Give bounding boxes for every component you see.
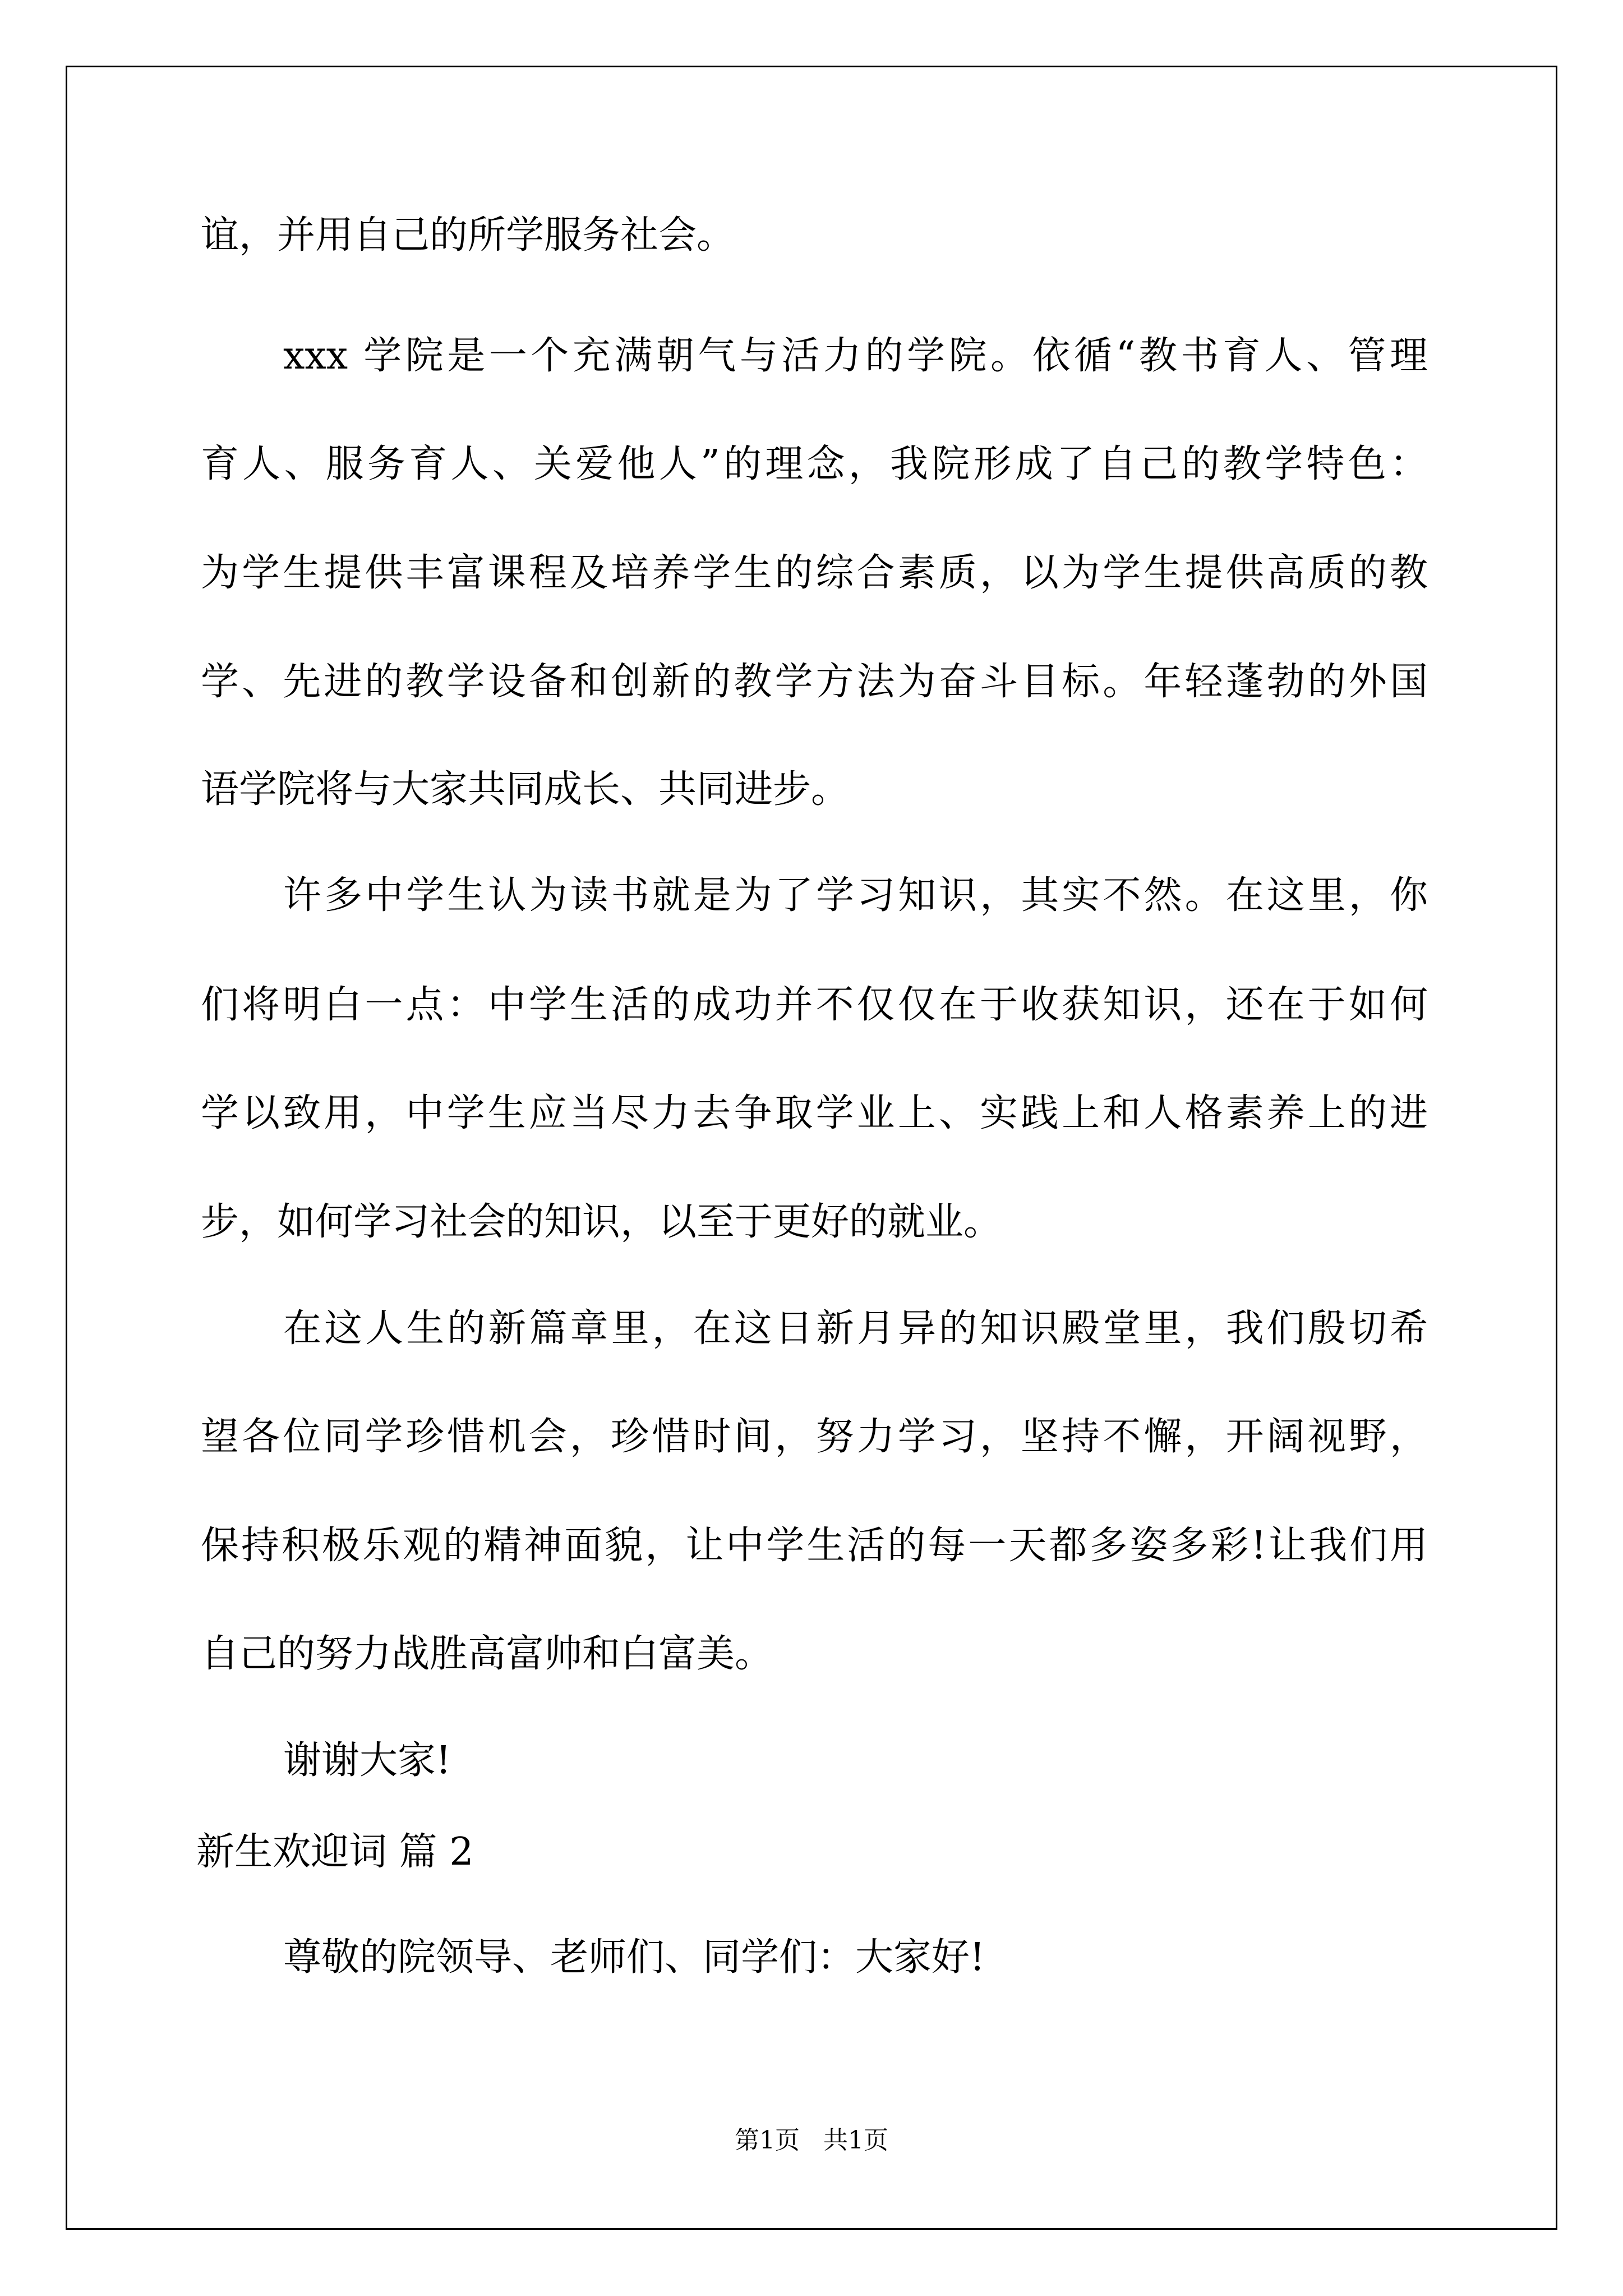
text-line-8: 们将明白一点：中学生活的成功并不仅仅在于收获知识，还在于如何 bbox=[201, 983, 1428, 1027]
text-line-13: 保持积极乐观的精神面貌，让中学生活的每一天都多姿多彩!让我们用 bbox=[201, 1524, 1428, 1568]
page-footer: 第1页 共1页 bbox=[735, 2126, 888, 2155]
closing-line: 谢谢大家! bbox=[283, 1738, 451, 1783]
salutation-line: 尊敬的院领导、老师们、同学们：大家好! bbox=[283, 1935, 985, 1980]
text-line-14: 自己的努力战胜高富帅和白富美。 bbox=[201, 1632, 773, 1676]
text-line-11: 在这人生的新篇章里，在这日新月异的知识殿堂里，我们殷切希 bbox=[283, 1306, 1428, 1351]
text-line-2: xxx 学院是一个充满朝气与活力的学院。依循“教书育人、管理 bbox=[283, 334, 1428, 378]
text-line-5: 学、先进的教学设备和创新的教学方法为奋斗目标。年轻蓬勃的外国 bbox=[201, 660, 1428, 704]
text-line-3: 育人、服务育人、关爱他人”的理念，我院形成了自己的教学特色： bbox=[201, 442, 1428, 486]
text-line-10: 步，如何学习社会的知识，以至于更好的就业。 bbox=[201, 1200, 1002, 1244]
text-line-12: 望各位同学珍惜机会，珍惜时间，努力学习，坚持不懈，开阔视野， bbox=[201, 1415, 1428, 1459]
text-line-4: 为学生提供丰富课程及培养学生的综合素质，以为学生提供高质的教 bbox=[201, 551, 1428, 595]
text-line-7: 许多中学生认为读书就是为了学习知识，其实不然。在这里，你 bbox=[283, 873, 1428, 918]
text-line-9: 学以致用，中学生应当尽力去争取学业上、实践上和人格素养上的进 bbox=[201, 1091, 1428, 1135]
text-line-1: 谊，并用自己的所学服务社会。 bbox=[201, 213, 735, 257]
section-heading: 新生欢迎词 篇 2 bbox=[196, 1830, 474, 1874]
page-border bbox=[66, 66, 1557, 2230]
text-line-6: 语学院将与大家共同成长、共同进步。 bbox=[201, 767, 850, 812]
